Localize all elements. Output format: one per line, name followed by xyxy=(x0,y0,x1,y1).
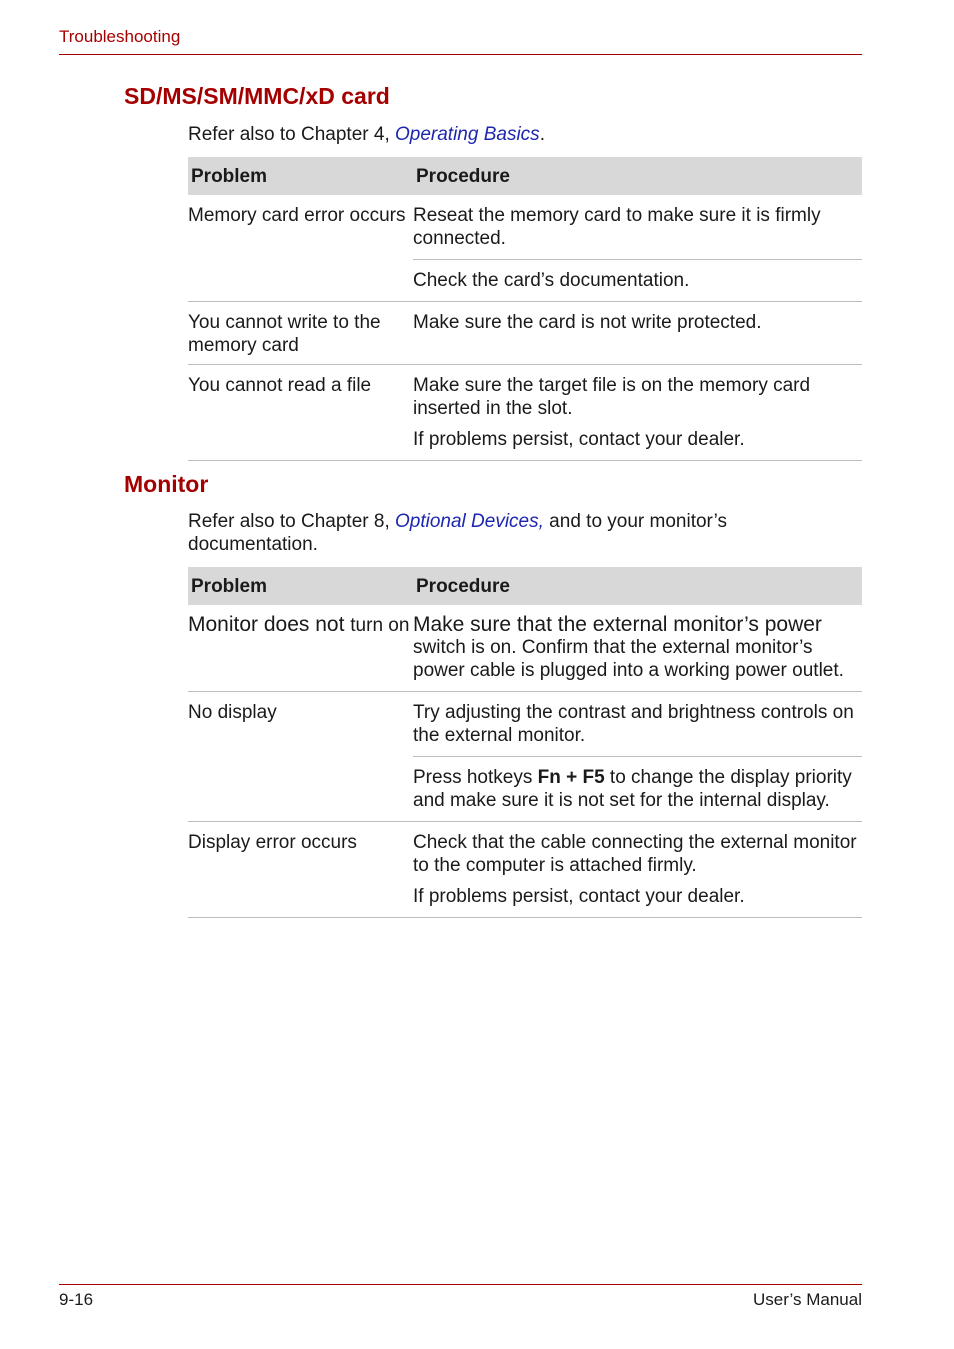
footer-rule xyxy=(59,1284,862,1285)
hotkey-text-end: to change the display priority and make sure it is not set for the internal display. xyxy=(413,767,852,811)
table-row xyxy=(188,692,862,757)
procedure-line: If problems persist, contact your dealer. xyxy=(413,886,745,907)
section-title-card: SD/MS/SM/MMC/xD card xyxy=(124,83,390,109)
monitor-troubleshooting-table xyxy=(188,567,862,918)
procedure-text-large: Make sure that the external monitor’s power xyxy=(413,613,822,636)
section-intro-monitor xyxy=(188,510,788,556)
table-row xyxy=(188,365,862,461)
problem-cell: You cannot write to the memory card xyxy=(188,302,413,365)
problem-cell: No display xyxy=(188,692,413,822)
table-row xyxy=(188,605,862,692)
column-header-problem: Problem xyxy=(188,157,413,195)
intro-text-end: . xyxy=(539,124,545,145)
problem-cell: Memory card error occurs xyxy=(188,195,413,302)
problem-cell: You cannot read a file xyxy=(188,365,413,461)
procedure-cell xyxy=(413,822,862,918)
table-row xyxy=(188,822,862,918)
chapter-link-optional-devices[interactable]: Optional Devices, xyxy=(395,511,544,532)
problem-text: turn on xyxy=(350,615,410,636)
procedure-line: Check that the cable connecting the external monitor to the computer is attached firmly. xyxy=(413,832,857,876)
card-troubleshooting-table xyxy=(188,157,862,461)
procedure-cell xyxy=(413,365,862,461)
intro-text-end: and to your monitor’s documentation. xyxy=(188,511,727,555)
procedure-cell: Make sure the card is not write protected. xyxy=(413,302,862,365)
procedure-line: Make sure the target file is on the memory card inserted in the slot. xyxy=(413,375,811,419)
table-header-row xyxy=(188,157,862,195)
page-number: 9-16 xyxy=(59,1290,94,1309)
running-header: Troubleshooting xyxy=(59,27,181,46)
column-header-procedure: Procedure xyxy=(413,567,862,605)
procedure-cell xyxy=(413,605,862,692)
manual-title: User’s Manual xyxy=(753,1290,862,1309)
problem-text-large: Monitor does not xyxy=(188,613,351,636)
section-intro-card xyxy=(188,123,828,146)
table-header-row xyxy=(188,567,862,605)
column-header-procedure: Procedure xyxy=(413,157,862,195)
intro-text: Refer also to Chapter 8, xyxy=(188,511,395,532)
procedure-line: If problems persist, contact your dealer. xyxy=(413,429,745,450)
chapter-link-operating-basics[interactable]: Operating Basics xyxy=(395,124,540,145)
column-header-problem: Problem xyxy=(188,567,413,605)
hotkey-combo: Fn + F5 xyxy=(537,767,605,788)
procedure-text: switch is on. Confirm that the external monitor’s power cable is plugged into a working power outlet. xyxy=(413,637,844,681)
section-title-monitor: Monitor xyxy=(124,471,209,497)
procedure-cell xyxy=(413,757,862,822)
procedure-cell: Try adjusting the contrast and brightness controls on the external monitor. xyxy=(413,692,862,757)
problem-cell: Display error occurs xyxy=(188,822,413,918)
table-row xyxy=(188,302,862,365)
procedure-cell: Check the card’s documentation. xyxy=(413,260,862,302)
problem-cell xyxy=(188,605,413,692)
table-row xyxy=(188,195,862,260)
procedure-cell: Reseat the memory card to make sure it is firmly connected. xyxy=(413,195,862,260)
hotkey-text: Press hotkeys xyxy=(413,767,538,788)
header-rule xyxy=(59,54,862,55)
intro-text: Refer also to Chapter 4, xyxy=(188,124,395,145)
